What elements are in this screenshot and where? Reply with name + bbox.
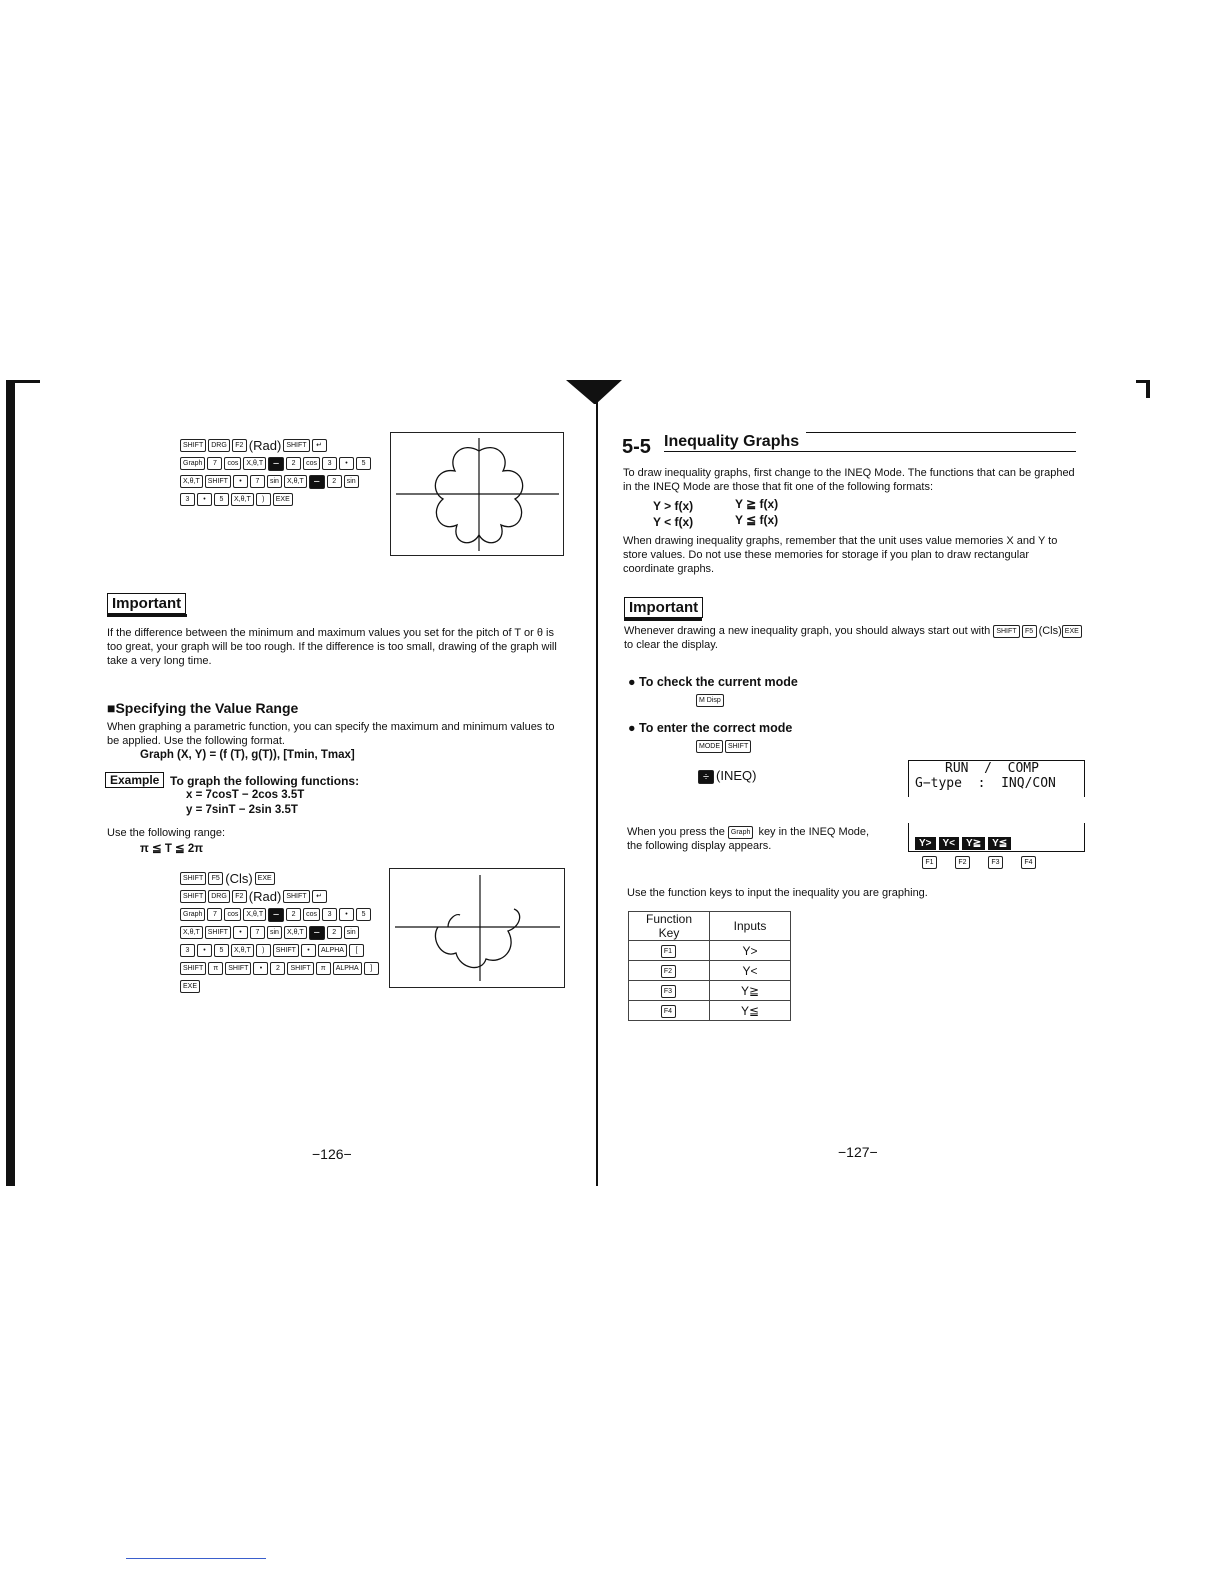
- important-underline-right: [624, 618, 702, 621]
- mode-key[interactable]: MODE: [696, 740, 723, 753]
- example1-key[interactable]: 2: [327, 475, 342, 488]
- section-number: 5-5: [622, 436, 651, 458]
- example2-key[interactable]: ALPHA: [333, 962, 362, 975]
- example1-key[interactable]: SHIFT: [180, 439, 206, 452]
- example2-line: [180, 906, 381, 924]
- example2-key[interactable]: SHIFT: [287, 962, 313, 975]
- enter-mode-title: ● To enter the correct mode: [628, 721, 793, 735]
- ineq-label: (INEQ): [716, 768, 757, 783]
- example2-key[interactable]: SHIFT: [180, 962, 206, 975]
- memory-note: When drawing inequality graphs, remember that the unit uses value memories X and Y to store values. Do not use these memories for storage if you plan to draw rectangular coordinate graphs.: [623, 535, 1058, 575]
- ineq-menu-item: Y≦: [988, 837, 1011, 850]
- screen-line-1: RUN / COMP: [945, 761, 1039, 776]
- table-header-row: [629, 912, 791, 941]
- left-page-edge: [6, 380, 15, 1186]
- function-key-f4[interactable]: F4: [1021, 856, 1036, 869]
- important-underline-left: [107, 614, 187, 617]
- table-header-inputs: Inputs: [710, 912, 791, 941]
- function-key-f1[interactable]: F1: [922, 856, 937, 869]
- example2-key[interactable]: sin: [267, 926, 282, 939]
- example1-key[interactable]: 2: [286, 457, 301, 470]
- example1-key[interactable]: X,θ,T: [231, 493, 254, 506]
- example1-key[interactable]: cos: [303, 457, 320, 470]
- example2-key[interactable]: cos: [303, 908, 320, 921]
- enter-mode-keys: [696, 738, 753, 756]
- table-cell-key: [629, 961, 710, 981]
- example2-key[interactable]: sin: [344, 926, 359, 939]
- example2-key[interactable]: −: [268, 908, 284, 922]
- equation-x: x = 7cosT − 2cos 3.5T: [186, 789, 305, 801]
- check-mode-title: ● To check the current mode: [628, 675, 798, 689]
- function-key-f1[interactable]: F1: [661, 945, 676, 958]
- format-2: Y ≧ f(x): [735, 497, 779, 511]
- example2-key-sequence: [180, 870, 381, 996]
- important-label-right: Important: [624, 597, 703, 618]
- example2-line: [180, 888, 381, 906]
- ineq-menu-display: [908, 823, 1085, 852]
- footer-link-underline: [126, 1558, 266, 1559]
- m-disp-key[interactable]: M Disp: [696, 694, 724, 707]
- left-corner-mark: [6, 380, 40, 383]
- example-label: Example: [105, 772, 164, 788]
- example2-key[interactable]: 5: [214, 944, 229, 957]
- example1-key[interactable]: EXE: [273, 493, 293, 506]
- page-number-left: −126−: [312, 1146, 352, 1162]
- example2-key[interactable]: 2: [270, 962, 285, 975]
- example2-key[interactable]: cos: [224, 908, 241, 921]
- important-key[interactable]: SHIFT: [993, 625, 1019, 638]
- table-row: [629, 981, 791, 1001]
- ineq-menu-item: Y>: [915, 837, 936, 850]
- example1-key[interactable]: 5: [214, 493, 229, 506]
- example2-key[interactable]: •: [339, 908, 354, 921]
- graph-format-line: Graph (X, Y) = (f (T), g(T)), [Tmin, Tmax]: [140, 749, 355, 761]
- function-key-f2[interactable]: F2: [661, 965, 676, 978]
- table-intro: Use the function keys to input the inequality you are graphing.: [627, 887, 928, 899]
- example2-line: [180, 960, 381, 978]
- function-key-f2[interactable]: F2: [955, 856, 970, 869]
- example2-key[interactable]: Graph: [180, 908, 205, 921]
- example2-key[interactable]: 2: [327, 926, 342, 939]
- example1-key[interactable]: X,θ,T: [243, 457, 266, 470]
- function-key-f3[interactable]: F3: [661, 985, 676, 998]
- example2-key[interactable]: SHIFT: [283, 890, 309, 903]
- ineq-key-line: [698, 768, 756, 784]
- graph-note-a: When you press the: [627, 826, 725, 838]
- section-title-value-range: ■Specifying the Value Range: [107, 700, 299, 716]
- example2-key[interactable]: 5: [356, 908, 371, 921]
- table-header-function-key: Function Key: [629, 912, 710, 941]
- half-flower-curve-plot: [390, 869, 564, 987]
- example1-key[interactable]: F2: [232, 439, 247, 452]
- table-cell-input: Y≦: [710, 1001, 791, 1021]
- table-cell-key: [629, 981, 710, 1001]
- example2-key[interactable]: EXE: [255, 872, 275, 885]
- table-row: [629, 961, 791, 981]
- example1-key: (Rad): [248, 438, 282, 454]
- example1-key[interactable]: −: [268, 457, 284, 471]
- example2-key[interactable]: 3: [322, 908, 337, 921]
- example1-key[interactable]: sin: [344, 475, 359, 488]
- important-key: (Cls): [1038, 625, 1062, 637]
- example2-key[interactable]: SHIFT: [180, 890, 206, 903]
- example2-key[interactable]: ]: [364, 962, 379, 975]
- example1-key[interactable]: sin: [267, 475, 282, 488]
- example2-key[interactable]: X,θ,T: [180, 926, 203, 939]
- example1-key[interactable]: ): [256, 493, 271, 506]
- example2-key[interactable]: π: [316, 962, 331, 975]
- example2-key[interactable]: •: [197, 944, 212, 957]
- example2-key[interactable]: X,θ,T: [243, 908, 266, 921]
- important-key[interactable]: EXE: [1062, 625, 1082, 638]
- graph-screen-1: [390, 432, 564, 556]
- example1-key[interactable]: DRG: [208, 439, 230, 452]
- example2-line: [180, 924, 381, 942]
- page-number-right: −127−: [838, 1144, 878, 1160]
- example2-key: (Cls): [225, 871, 253, 887]
- important-key[interactable]: F5: [1022, 625, 1037, 638]
- example1-key[interactable]: X,θ,T: [284, 475, 307, 488]
- example2-line: [180, 978, 381, 996]
- example2-key[interactable]: −: [309, 926, 325, 940]
- example1-line: [180, 455, 373, 473]
- graph-note-b: key in the INEQ Mode, the following display appears.: [627, 826, 870, 852]
- example1-key[interactable]: −: [309, 475, 325, 489]
- example2-key[interactable]: 7: [250, 926, 265, 939]
- important-text-left: If the difference between the minimum and maximum values you set for the pitch of T or θ is too great, your graph will be too rough. If the difference is too small, drawing of the graph will take a very long time.: [107, 627, 557, 667]
- example2-key[interactable]: •: [253, 962, 268, 975]
- range-label: Use the following range:: [107, 827, 226, 839]
- example2-key[interactable]: F2: [232, 890, 247, 903]
- example1-key[interactable]: Graph: [180, 457, 205, 470]
- example1-line: [180, 491, 373, 509]
- example1-key[interactable]: X,θ,T: [180, 475, 203, 488]
- function-key-f3[interactable]: F3: [988, 856, 1003, 869]
- center-fold-line: [596, 388, 598, 1186]
- check-mode-key-wrap: [696, 692, 726, 710]
- example2-key[interactable]: F5: [208, 872, 223, 885]
- ineq-menu-item: Y<: [939, 837, 960, 850]
- example1-key-sequence: [180, 437, 373, 509]
- range-value: π ≦ T ≦ 2π: [140, 843, 204, 855]
- example1-key[interactable]: 3: [180, 493, 195, 506]
- graph-key[interactable]: Graph: [728, 826, 753, 839]
- example2-line: [180, 870, 381, 888]
- table-cell-input: Y≧: [710, 981, 791, 1001]
- section-text-value-range: When graphing a parametric function, you can specify the maximum and minimum values to be applied. Use the following format.: [107, 721, 555, 747]
- example1-key[interactable]: 3: [322, 457, 337, 470]
- example-title: To graph the following functions:: [170, 774, 360, 788]
- example1-key[interactable]: 7: [250, 475, 265, 488]
- example2-key[interactable]: ): [256, 944, 271, 957]
- table-cell-key: [629, 1001, 710, 1021]
- shift-key[interactable]: SHIFT: [725, 740, 751, 753]
- important-text-right: [624, 624, 1084, 652]
- example1-key[interactable]: ↵: [312, 439, 327, 452]
- section-title-rule: [664, 451, 1076, 452]
- function-key-f4[interactable]: F4: [661, 1005, 676, 1018]
- example2-key[interactable]: SHIFT: [180, 872, 206, 885]
- example2-key[interactable]: DRG: [208, 890, 230, 903]
- intro-text: To draw inequality graphs, first change to the INEQ Mode. The functions that can be graphed in the INEQ Mode are those that fit one of the following formats:: [623, 467, 1075, 493]
- example1-key[interactable]: •: [339, 457, 354, 470]
- graph-screen-2: [389, 868, 565, 988]
- screen-line-2: G−type : INQ/CON: [915, 776, 1056, 791]
- example1-line: [180, 473, 373, 491]
- example2-key[interactable]: SHIFT: [273, 944, 299, 957]
- example2-line: [180, 942, 381, 960]
- example1-key[interactable]: SHIFT: [205, 475, 231, 488]
- example1-line: [180, 437, 373, 455]
- format-3: Y < f(x): [653, 515, 694, 529]
- table-row: [629, 941, 791, 961]
- table-cell-key: [629, 941, 710, 961]
- example2-key[interactable]: [: [349, 944, 364, 957]
- section-title-inequality: Inequality Graphs: [664, 433, 800, 450]
- example1-key[interactable]: •: [197, 493, 212, 506]
- example2-key[interactable]: EXE: [180, 980, 200, 993]
- divide-key[interactable]: ÷: [698, 770, 714, 784]
- table-row: [629, 1001, 791, 1021]
- center-notch-mark: [566, 378, 622, 404]
- table-cell-input: Y<: [710, 961, 791, 981]
- important-text-right-b: to clear the display.: [624, 639, 718, 651]
- example2-key[interactable]: ↵: [312, 890, 327, 903]
- example2-key: (Rad): [248, 889, 282, 905]
- example2-key[interactable]: X,θ,T: [284, 926, 307, 939]
- example1-key[interactable]: SHIFT: [283, 439, 309, 452]
- example2-key[interactable]: SHIFT: [225, 962, 251, 975]
- example1-key[interactable]: •: [233, 475, 248, 488]
- example2-key[interactable]: π: [208, 962, 223, 975]
- example2-key[interactable]: 2: [286, 908, 301, 921]
- example2-key[interactable]: X,θ,T: [231, 944, 254, 957]
- table-cell-input: Y>: [710, 941, 791, 961]
- example2-key[interactable]: ALPHA: [318, 944, 347, 957]
- flower-curve-plot: [391, 433, 563, 555]
- mode-display-screen: [908, 760, 1085, 797]
- function-key-table: [628, 911, 791, 1021]
- important-keys: [993, 625, 1083, 637]
- example2-key[interactable]: •: [301, 944, 316, 957]
- right-corner-mark-vertical: [1146, 380, 1150, 398]
- important-text-right-a: Whenever drawing a new inequality graph, you should always start out with: [624, 625, 991, 637]
- example2-key[interactable]: 3: [180, 944, 195, 957]
- format-1: Y > f(x): [653, 499, 694, 513]
- equation-y: y = 7sinT − 2sin 3.5T: [186, 804, 298, 816]
- important-label-left: Important: [107, 593, 186, 614]
- function-key-row: [922, 854, 1054, 872]
- example2-key[interactable]: •: [233, 926, 248, 939]
- example1-key[interactable]: 5: [356, 457, 371, 470]
- section-title-rule-top: [806, 432, 1076, 433]
- example1-key[interactable]: cos: [224, 457, 241, 470]
- example2-key[interactable]: SHIFT: [205, 926, 231, 939]
- example2-key[interactable]: 7: [207, 908, 222, 921]
- format-4: Y ≦ f(x): [735, 513, 779, 527]
- ineq-menu-item: Y≧: [962, 837, 985, 850]
- graph-key-note: [627, 825, 887, 853]
- example1-key[interactable]: 7: [207, 457, 222, 470]
